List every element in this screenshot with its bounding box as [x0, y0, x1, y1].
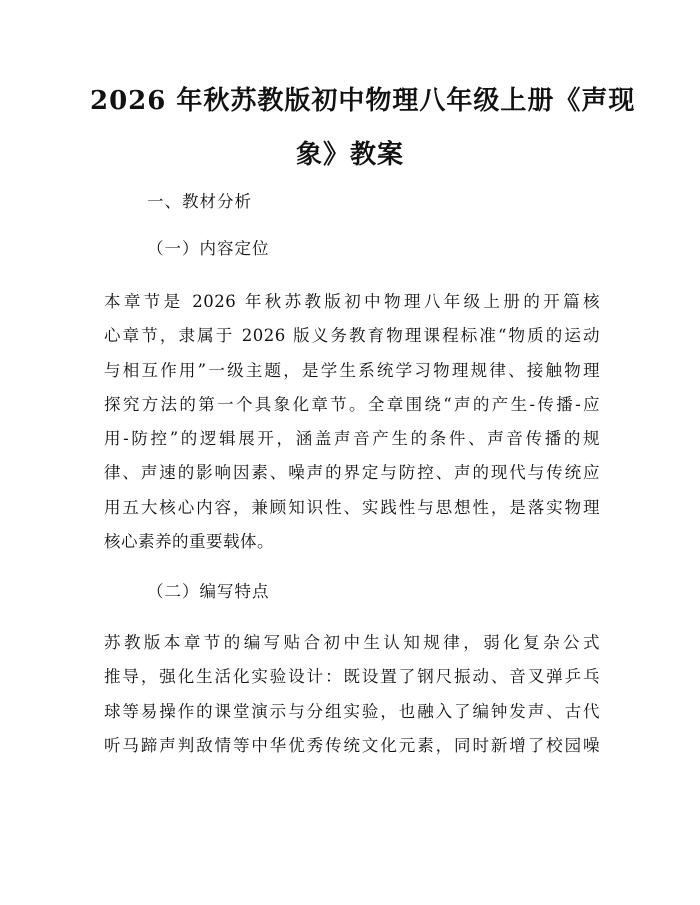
- paragraph-line: 本章节是 2026 年秋苏教版初中物理八年级上册的开篇核: [104, 292, 600, 311]
- paragraph-line: 听马蹄声判敌情等中华优秀传统文化元素，同时新增了校园噪: [104, 735, 600, 755]
- document-title: [90, 74, 636, 182]
- paragraph-line: 用五大核心内容，兼顾知识性、实践性与思想性，是落实物理: [104, 497, 600, 517]
- paragraph-line: 探究方法的第一个具象化章节。全章围绕“声的产生-传播-应: [104, 394, 600, 414]
- paragraph-line: 苏教版本章节的编写贴合初中生认知规律，弱化复杂公式: [104, 633, 600, 652]
- section-heading-textbook-analysis: 一、教材分析: [147, 192, 252, 211]
- paragraph-line: 球等易操作的课堂演示与分组实验，也融入了编钟发声、古代: [104, 701, 600, 721]
- paragraph-line: 推导，强化生活化实验设计：既设置了钢尺振动、音叉弹乒乓: [104, 667, 600, 687]
- paragraph-line: 律、声速的影响因素、噪声的界定与防控、声的现代与传统应: [104, 463, 600, 483]
- paragraph-writing-features: [104, 626, 600, 763]
- paragraph-line: 用-防控”的逻辑展开，涵盖声音产生的条件、声音传播的规: [104, 429, 600, 449]
- paragraph-content-positioning: [104, 285, 600, 559]
- paragraph-line: 与相互作用”一级主题，是学生系统学习物理规律、接触物理: [104, 360, 600, 380]
- subsection-heading-content-positioning: （一）内容定位: [147, 239, 270, 258]
- title-line: 象》教案: [295, 140, 404, 170]
- paragraph-line: 心章节，隶属于 2026 版义务教育物理课程标准“物质的运动: [104, 326, 600, 346]
- title-line: 2026 年秋苏教版初中物理八年级上册《声现: [90, 86, 636, 116]
- subsection-heading-writing-features: （二）编写特点: [147, 582, 270, 601]
- paragraph-line: 核心素养的重要载体。: [104, 532, 274, 552]
